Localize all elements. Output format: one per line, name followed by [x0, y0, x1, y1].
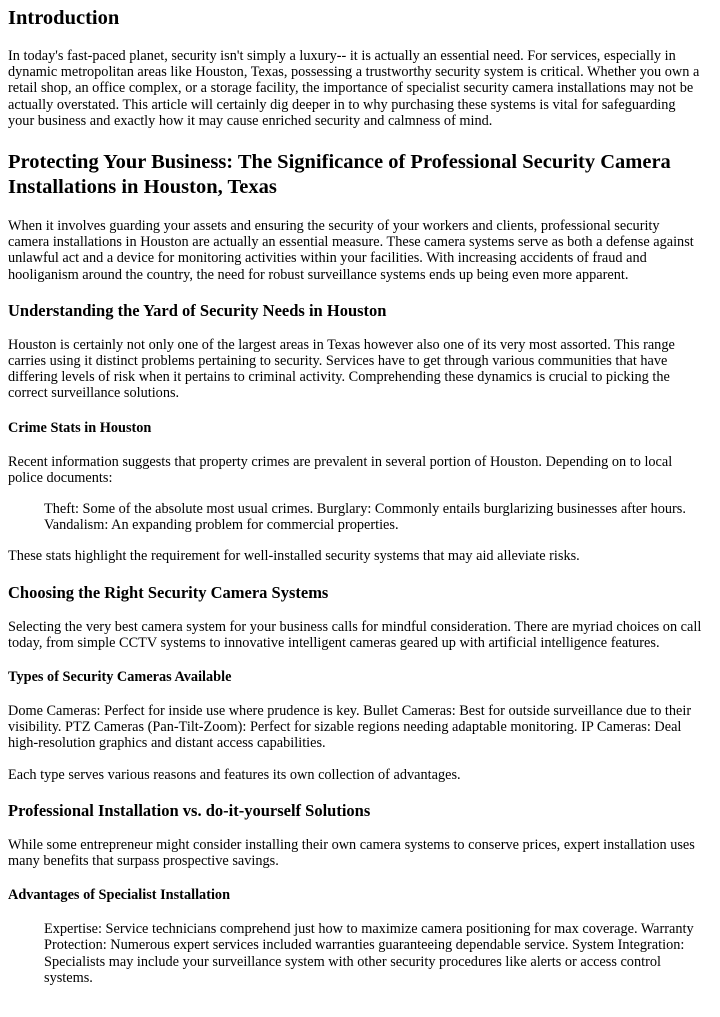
heading-professional-vs-diy: Professional Installation vs. do-it-yourself Solutions: [8, 800, 371, 820]
text-line: Selecting the very best camera system for your business calls for mindful consideration. There are myriad choices on call: [8, 618, 702, 635]
intro-paragraph: [8, 48, 712, 129]
crime-paragraph: [8, 454, 712, 486]
list-item: systems.: [44, 969, 93, 986]
crime-list: [44, 501, 712, 533]
types-paragraph: [8, 703, 712, 752]
text-line: hooliganism around the country, the need for robust surveillance systems ends up being even more apparent.: [8, 266, 629, 283]
text-line: differing levels of risk when it pertains to criminal activity. Comprehending these dynamics is crucial to picking the: [8, 369, 670, 386]
heading-introduction: Introduction: [8, 7, 120, 29]
heading-choosing: Choosing the Right Security Camera Systems: [8, 582, 329, 602]
text-line: When it involves guarding your assets and ensuring the security of your workers and clients, professional security: [8, 218, 660, 235]
text-line: Dome Cameras: Perfect for inside use where prudence is key. Bullet Cameras: Best for outside surveillance due to their: [8, 703, 692, 720]
text-line: In today's fast-paced planet, security isn't simply a luxury-- it is actually an essential need. For services, especially in: [8, 48, 676, 64]
heading-understanding: Understanding the Yard of Security Needs in Houston: [8, 300, 387, 320]
list-item: Theft: Some of the absolute most usual crimes. Burglary: Commonly entails burglarizing businesses after hours.: [44, 501, 686, 518]
text-line: correct surveillance solutions.: [8, 385, 180, 402]
types-after-paragraph: Each type serves various reasons and features its own collection of advantages.: [8, 766, 461, 783]
list-item: Protection: Numerous expert services included warranties guaranteeing dependable service. System Integration:: [44, 937, 685, 954]
text-line: Recent information suggests that property crimes are prevalent in several portion of Houston. Depending on to local: [8, 453, 673, 470]
text-line: many benefits that surpass prospective savings.: [8, 853, 279, 870]
choosing-paragraph: [8, 619, 712, 651]
text-line: Houston is certainly not only one of the largest areas in Texas however also one of its very most assorted. This range: [8, 336, 675, 353]
text-line: visibility. PTZ Cameras (Pan-Tilt-Zoom): Perfect for sizable regions needing adaptable monitoring. IP Cameras: Deal: [8, 719, 682, 736]
advantages-list: [44, 921, 712, 986]
text-line: camera installations in Houston are actually an essential measure. These camera systems serve as both a defense against: [8, 234, 694, 251]
text-line: retail shop, an office complex, or a storage facility, the importance of specialist security camera installations may not be: [8, 80, 694, 97]
heading-crime-stats: Crime Stats in Houston: [8, 419, 152, 436]
understanding-paragraph: [8, 337, 712, 402]
list-item: Specialists may include your surveillance system with other security procedures like alerts or access control: [44, 953, 661, 970]
heading-protecting-your-business: [8, 150, 712, 200]
crime-after-paragraph: These stats highlight the requirement for well-installed security systems that may aid alleviate risks.: [8, 548, 580, 565]
text-line: While some entrepreneur might consider installing their own camera systems to conserve prices, expert installation uses: [8, 836, 695, 853]
heading-line: Installations in Houston, Texas: [8, 176, 277, 199]
protecting-paragraph: [8, 218, 712, 283]
text-line: your business and exactly how it may cause enriched security and calmness of mind.: [8, 112, 493, 129]
heading-line: Protecting Your Business: The Significance of Professional Security Camera: [8, 151, 671, 174]
heading-types-of-cameras: Types of Security Cameras Available: [8, 669, 232, 686]
text-line: dynamic metropolitan areas like Houston, Texas, possessing a trustworthy security system is critical. Whether you own a: [8, 64, 700, 81]
heading-advantages: Advantages of Specialist Installation: [8, 887, 231, 904]
list-item: Vandalism: An expanding problem for commercial properties.: [44, 517, 399, 534]
text-line: police documents:: [8, 469, 113, 486]
list-item: Expertise: Service technicians comprehend just how to maximize camera positioning for max coverage. Warranty: [44, 921, 694, 938]
professional-paragraph: [8, 837, 712, 869]
text-line: actually overstated. This article will certainly dig deeper in to why purchasing these systems is vital for safeguarding: [8, 96, 676, 113]
text-line: carries using it distinct problems pertaining to security. Services have to get through various communities that have: [8, 353, 668, 370]
text-line: high-resolution graphics and distant access capabilities.: [8, 735, 326, 752]
text-line: today, from simple CCTV systems to innovative intelligent cameras geared up with artificial intelligence features.: [8, 634, 660, 651]
text-line: unlawful act and a device for monitoring activities within your facilities. With increasing accidents of fraud and: [8, 250, 647, 267]
